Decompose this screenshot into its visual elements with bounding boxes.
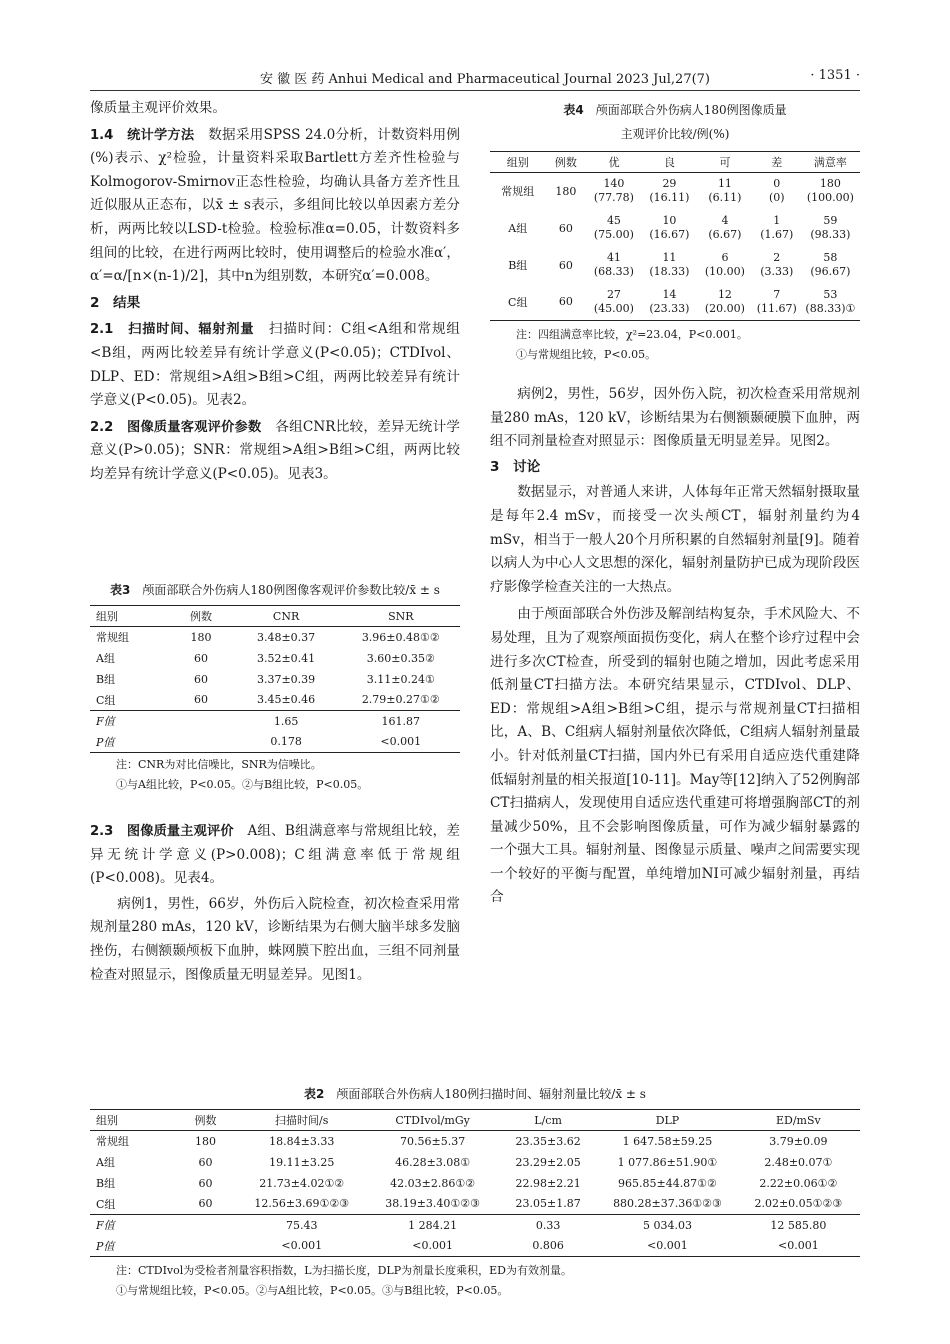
cell-percent: (75.00) xyxy=(593,228,634,241)
table-cell: P值 xyxy=(96,735,115,749)
column-header: SNR xyxy=(388,609,414,623)
table-cell xyxy=(697,284,753,321)
cell-count: 7 xyxy=(773,287,781,301)
cell-percent: (3.33) xyxy=(760,265,794,278)
table-header-row xyxy=(90,1110,860,1131)
table-cell: 0.806 xyxy=(532,1239,564,1253)
table-stat-row xyxy=(90,1215,860,1236)
table-cell: 60 xyxy=(198,1197,213,1211)
table-stat-row xyxy=(90,732,460,753)
table-cell: 3.37±0.39 xyxy=(256,672,316,686)
table-cell: 60 xyxy=(558,258,573,272)
column-header: 组别 xyxy=(96,610,118,623)
table-cell: 3.45±0.46 xyxy=(256,693,316,707)
table-caption-text: 颅面部联合外伤病人180例扫描时间、辐射剂量比较/x̄ ± s xyxy=(336,1087,646,1101)
section-2-3 xyxy=(90,820,460,891)
column-header: 组别 xyxy=(506,156,529,169)
cell-count: 27 xyxy=(606,287,621,301)
table-caption-line2: 主观评价比较/例(%) xyxy=(620,127,730,141)
cell-percent: (68.33) xyxy=(593,265,634,278)
table-cell: 2.48±0.07① xyxy=(764,1155,833,1169)
section-heading: 2 结果 xyxy=(90,294,141,311)
table-stat-row xyxy=(90,711,460,732)
table-label: 表2 xyxy=(304,1087,325,1101)
table-cell: 3.52±0.41 xyxy=(256,651,316,665)
cell-count: 12 xyxy=(717,287,732,301)
table-cell: 60 xyxy=(193,651,208,665)
cell-percent: (6.67) xyxy=(708,228,742,241)
cell-count: 11 xyxy=(717,177,732,191)
cell-percent: (45.00) xyxy=(593,301,634,315)
table-cell xyxy=(753,210,801,247)
table-cell: B组 xyxy=(508,259,528,272)
table-cell: 880.28±37.36①②③ xyxy=(613,1197,722,1211)
table-cell: <0.001 xyxy=(647,1239,688,1253)
column-header: 例数 xyxy=(189,610,212,623)
cell-percent: (0) xyxy=(768,191,785,205)
cell-percent: (16.11) xyxy=(649,191,690,205)
table-caption xyxy=(490,100,860,120)
table-row xyxy=(490,210,860,247)
table-cell: 18.84±3.33 xyxy=(269,1134,335,1148)
table-cell: F值 xyxy=(96,715,115,729)
table-cell: <0.001 xyxy=(778,1239,819,1253)
table-cell: 3.79±0.09 xyxy=(769,1134,828,1148)
table-cell xyxy=(175,1215,237,1236)
table-header-row xyxy=(490,152,860,173)
table-cell: 3.48±0.37 xyxy=(256,630,316,644)
cell-count: 53 xyxy=(823,287,838,301)
table xyxy=(490,151,860,321)
table-cell: 2.22±0.06①② xyxy=(759,1176,838,1190)
table-cell: 38.19±3.40①②③ xyxy=(385,1197,481,1211)
table-cell xyxy=(697,173,753,210)
table-cell: 2.02±0.05①②③ xyxy=(754,1197,843,1211)
left-column xyxy=(90,97,460,487)
column-header: 组别 xyxy=(96,1114,118,1127)
table-cell: 12 585.80 xyxy=(770,1218,827,1232)
section-1-4 xyxy=(90,124,460,289)
column-header: 例数 xyxy=(194,1114,217,1127)
table-note: ①与常规组比较，P<0.05。 xyxy=(516,348,657,361)
column-header: 良 xyxy=(663,156,675,169)
table-stat-row xyxy=(90,1236,860,1257)
table-caption-text: 颅面部联合外伤病人180例图像客观评价参数比较/x̄ ± s xyxy=(142,583,440,597)
column-header: 差 xyxy=(771,156,783,169)
column-header: DLP xyxy=(655,1113,680,1127)
table-cell: 180 xyxy=(194,1134,216,1148)
cell-count: 180 xyxy=(819,177,841,191)
section-text: 数据采用SPSS 24.0分析，计数资料用例(%)表示、χ²检验，计量资料采取Bartlett方差齐性检验与Kolmogorov-Smirnov正态性检验，均确认具备方差齐性且近似服从正态布，以x̄ ± s表示，多组间比较以单因素方差分析，两两比较以LSD-t检验。检验标准α=0.05，计数资料多组间的比较，在进行两两比较时，使用调整后的检验水准α′，α′=α/[n×(n-1)/2]，其中n为组别数，本研究α′=0.008。 xyxy=(90,126,460,285)
table-cell: 3.96±0.48①② xyxy=(361,630,440,644)
table-cell: A组 xyxy=(96,1156,115,1169)
cell-percent: (20.00) xyxy=(704,301,745,315)
table-cell xyxy=(586,210,642,247)
section-heading: 2.1 扫描时间、辐射剂量 xyxy=(90,322,255,338)
table-cell xyxy=(697,210,753,247)
cell-count: 0 xyxy=(773,177,781,191)
table-row xyxy=(90,1194,860,1215)
table-3 xyxy=(90,580,460,795)
table-cell xyxy=(642,173,698,210)
table-row xyxy=(90,1173,860,1194)
table-cell: 1 647.58±59.25 xyxy=(622,1134,713,1148)
column-header: 满意率 xyxy=(813,156,847,169)
cell-percent: (96.67) xyxy=(810,265,851,278)
journal-title: 安 徽 医 药 Anhui Medical and Pharmaceutical Journal 2023 Jul,27(7) xyxy=(260,72,711,87)
section-heading: 1.4 统计学方法 xyxy=(90,127,195,143)
cell-count: 11 xyxy=(662,251,677,264)
table-cell: 常规组 xyxy=(501,185,535,199)
table-cell: 3.11±0.24① xyxy=(366,672,435,686)
table-cell: <0.001 xyxy=(281,1239,323,1253)
paragraph: 病例1，男性，66岁，外伤后入院检查，初次检查采用常规剂量280 mAs，120 kV，诊断结果为右侧大脑半球多发脑挫伤，右侧额颞颅板下血肿，蛛网膜下腔出血，三组不同剂量检查对照显示，图像质量无明显差异。见图1。 xyxy=(90,895,460,983)
table-cell: 1.65 xyxy=(273,714,299,728)
paragraph: 数据显示，对普通人来讲，人体每年正常天然辐射摄取量是每年2.4 mSv，而接受一次头颅CT，辐射剂量约为4 mSv，相当于一般人20个月所积累的自然辐射剂量[9]。随着以病人为中心人文思想的深化，辐射剂量防护已成为现阶段医疗影像学检查关注的一大热点。 xyxy=(490,484,860,595)
table-cell: 23.29±2.05 xyxy=(515,1155,581,1169)
cell-percent: (1.67) xyxy=(760,228,794,241)
table-cell: C组 xyxy=(508,295,528,309)
table-row xyxy=(90,627,460,648)
cell-count: 2 xyxy=(773,251,781,264)
table-cell: 23.35±3.62 xyxy=(515,1134,581,1148)
column-header: CNR xyxy=(272,609,300,623)
table-note: ①与常规组比较，P<0.05。②与A组比较，P<0.05。③与B组比较，P<0.05。 xyxy=(116,1284,509,1297)
column-header: L/cm xyxy=(534,1113,562,1127)
section-2-1 xyxy=(90,318,460,412)
table-cell: B组 xyxy=(96,1177,116,1190)
table-cell: 2.79±0.27①② xyxy=(361,693,440,707)
paragraph: 病例2，男性，56岁，因外伤入院，初次检查采用常规剂量280 mAs，120 kV，诊断结果为右侧额颞硬膜下血肿，两组不同剂量检查对照显示：图像质量无明显差异。见图2。 xyxy=(490,386,860,450)
table-cell: 161.87 xyxy=(381,714,421,728)
table-row xyxy=(490,173,860,210)
header-rule xyxy=(90,90,860,91)
table-cell: 3.60±0.35② xyxy=(366,651,435,665)
table-cell xyxy=(801,284,860,321)
table-cell xyxy=(801,210,860,247)
section-heading: 2.3 图像质量主观评价 xyxy=(90,824,234,839)
cell-percent: (98.33) xyxy=(810,228,851,241)
table-cell: C组 xyxy=(96,1197,116,1211)
table-cell: 60 xyxy=(558,221,573,235)
table-cell: P值 xyxy=(96,1239,115,1253)
table xyxy=(90,605,460,753)
table-cell: <0.001 xyxy=(412,1239,453,1253)
table xyxy=(90,1109,860,1257)
cell-count: 6 xyxy=(721,251,729,264)
table-caption xyxy=(90,1084,860,1104)
table-cell: 22.98±2.21 xyxy=(515,1176,581,1190)
table-label: 表3 xyxy=(110,583,131,597)
column-header: 例数 xyxy=(554,156,577,169)
table-cell: 19.11±3.25 xyxy=(269,1155,335,1169)
cell-count: 45 xyxy=(606,214,621,227)
cell-percent: (77.78) xyxy=(593,191,634,205)
table-row xyxy=(90,648,460,669)
table-cell: F值 xyxy=(96,1219,115,1233)
table-row xyxy=(90,1131,860,1152)
section-text: A组、B组满意率与常规组比较，差异无统计学意义(P>0.008)；C组满意率低于常规组(P<0.008)。见表4。 xyxy=(90,823,460,887)
cell-count: 58 xyxy=(823,251,838,264)
column-header: 扫描时间/s xyxy=(275,1114,329,1127)
table-cell xyxy=(642,210,698,247)
table-caption-text: 颅面部联合外伤病人180例图像质量 xyxy=(595,103,787,117)
paragraph: 由于颅面部联合外伤涉及解剖结构复杂，手术风险大、不易处理，且为了观察颅面损伤变化，病人在整个诊疗过程中会进行多次CT检查，所受到的辐射也随之增加，因此考虑采用低剂量CT扫描方法。本研究结果显示，CTDIvol、DLP、ED：常规组>A组>B组>C组，提示与常规剂量CT扫描相比，A、B、C组病人辐射剂量依次降低，C组病人辐射剂量最小。针对低剂量CT扫描，国内外已有采用自适应迭代重建降低辐射剂量的相关报道[10-11]。May等[12]纳入了52例胸部CT扫描病人，发现使用自适应迭代重建可将增强胸部CT的剂量减少50%，且不会影响图像质量，可作为减少辐射暴露的一个强大工具。辐射剂量、图像显示质量、噪声之间需要实现一个较好的平衡与配置，单纯增加NI可减少辐射剂量，再结合 xyxy=(490,606,860,906)
cell-count: 14 xyxy=(662,287,677,301)
cell-percent: (10.00) xyxy=(704,265,745,278)
column-header: CTDIvol/mGy xyxy=(395,1113,470,1127)
cell-percent: (6.11) xyxy=(708,191,742,205)
table-cell xyxy=(171,711,230,732)
table-cell: 0.178 xyxy=(270,735,302,749)
section-2-2 xyxy=(90,416,460,487)
table-cell xyxy=(642,284,698,321)
table-cell: 常规组 xyxy=(96,1135,129,1149)
table-cell: C组 xyxy=(96,693,116,707)
table-cell: 60 xyxy=(198,1155,213,1169)
table-cell: 60 xyxy=(193,693,208,707)
table-cell: 21.73±4.02①② xyxy=(259,1176,345,1190)
table-2 xyxy=(90,1084,860,1301)
cell-count: 1 xyxy=(773,214,781,227)
table-cell: 5 034.03 xyxy=(642,1218,692,1232)
column-header: 可 xyxy=(719,156,731,169)
table-cell: 1 077.86±51.90① xyxy=(617,1155,718,1169)
table-cell: 180 xyxy=(555,184,577,198)
cell-count: 29 xyxy=(662,177,677,191)
table-cell xyxy=(753,284,801,321)
table-cell: 60 xyxy=(193,672,208,686)
table-cell: 70.56±5.37 xyxy=(400,1134,466,1148)
table-cell: 75.43 xyxy=(285,1218,318,1232)
table-cell: 965.85±44.87①② xyxy=(617,1176,717,1190)
table-cell: 42.03±2.86①② xyxy=(390,1176,476,1190)
cell-count: 140 xyxy=(603,177,625,191)
table-cell xyxy=(753,247,801,284)
table-label: 表4 xyxy=(563,103,584,117)
table-cell: 60 xyxy=(198,1176,213,1190)
table-row xyxy=(90,690,460,711)
section-heading: 2.2 图像质量客观评价参数 xyxy=(90,419,262,435)
cell-percent: (16.67) xyxy=(649,228,690,241)
table-header-row xyxy=(90,606,460,627)
cell-count: 10 xyxy=(662,214,677,227)
section-text: 各组CNR比较，差异无统计学意义(P>0.05)；SNR：常规组>A组>B组>C组，两两比较均差异有统计学意义(P<0.05)。见表3。 xyxy=(90,418,461,482)
table-cell: 180 xyxy=(190,630,212,644)
table-cell xyxy=(697,247,753,284)
table-note: 注：CTDIvol为受检者剂量容积指数，L为扫描长度，DLP为剂量长度乘积，ED为有效剂量。 xyxy=(116,1264,572,1277)
table-caption xyxy=(90,580,460,600)
table-cell xyxy=(753,173,801,210)
paragraph: 像质量主观评价效果。 xyxy=(90,100,226,116)
column-header: 优 xyxy=(608,156,620,169)
table-cell xyxy=(171,732,230,753)
table-note: ①与A组比较，P<0.05。②与B组比较，P<0.05。 xyxy=(116,778,369,791)
page-number: · 1351 · xyxy=(810,68,860,83)
table-cell xyxy=(642,247,698,284)
cell-percent: (88.33)① xyxy=(805,301,856,315)
cell-percent: (100.00) xyxy=(806,191,854,205)
table-cell xyxy=(586,284,642,321)
table-cell: 1 284.21 xyxy=(408,1218,458,1232)
table-cell: 常规组 xyxy=(96,631,129,645)
table-row xyxy=(490,247,860,284)
cell-percent: (18.33) xyxy=(649,265,690,278)
cell-percent: (23.33) xyxy=(649,301,690,315)
table-cell: A组 xyxy=(508,222,528,235)
table-4 xyxy=(490,100,860,365)
section-heading: 3 讨论 xyxy=(490,458,541,475)
table-cell: 12.56±3.69①②③ xyxy=(254,1197,350,1211)
table-cell: A组 xyxy=(96,652,115,665)
running-header xyxy=(90,68,860,88)
section-text: 扫描时间：C组<A组和常规组<B组，两两比较差异有统计学意义(P<0.05)；CTDIvol、DLP、ED：常规组>A组>B组>C组，两两比较差异有统计学意义(P<0.05)。见表2。 xyxy=(90,321,461,409)
table-cell: <0.001 xyxy=(380,735,422,749)
table-row xyxy=(90,1152,860,1173)
column-header: ED/mSv xyxy=(776,1113,821,1127)
table-note: 注：CNR为对比信噪比，SNR为信噪比。 xyxy=(116,758,322,771)
right-column xyxy=(490,383,860,910)
table-row xyxy=(90,669,460,690)
table-cell xyxy=(801,173,860,210)
table-cell xyxy=(586,173,642,210)
cell-count: 41 xyxy=(606,251,621,264)
table-cell: B组 xyxy=(96,673,116,686)
table-cell xyxy=(801,247,860,284)
table-cell: 60 xyxy=(558,295,573,309)
table-cell xyxy=(586,247,642,284)
left-column-continued xyxy=(90,820,460,987)
table-row xyxy=(490,284,860,321)
table-cell: 46.28±3.08① xyxy=(395,1155,471,1169)
cell-percent: (11.67) xyxy=(756,301,797,315)
table-cell: 0.33 xyxy=(535,1218,561,1232)
cell-count: 59 xyxy=(823,214,838,227)
table-note: 注：四组满意率比较，χ²=23.04，P<0.001。 xyxy=(516,328,748,341)
cell-count: 4 xyxy=(721,214,729,227)
table-cell: 23.05±1.87 xyxy=(515,1197,581,1211)
table-cell xyxy=(175,1236,237,1257)
